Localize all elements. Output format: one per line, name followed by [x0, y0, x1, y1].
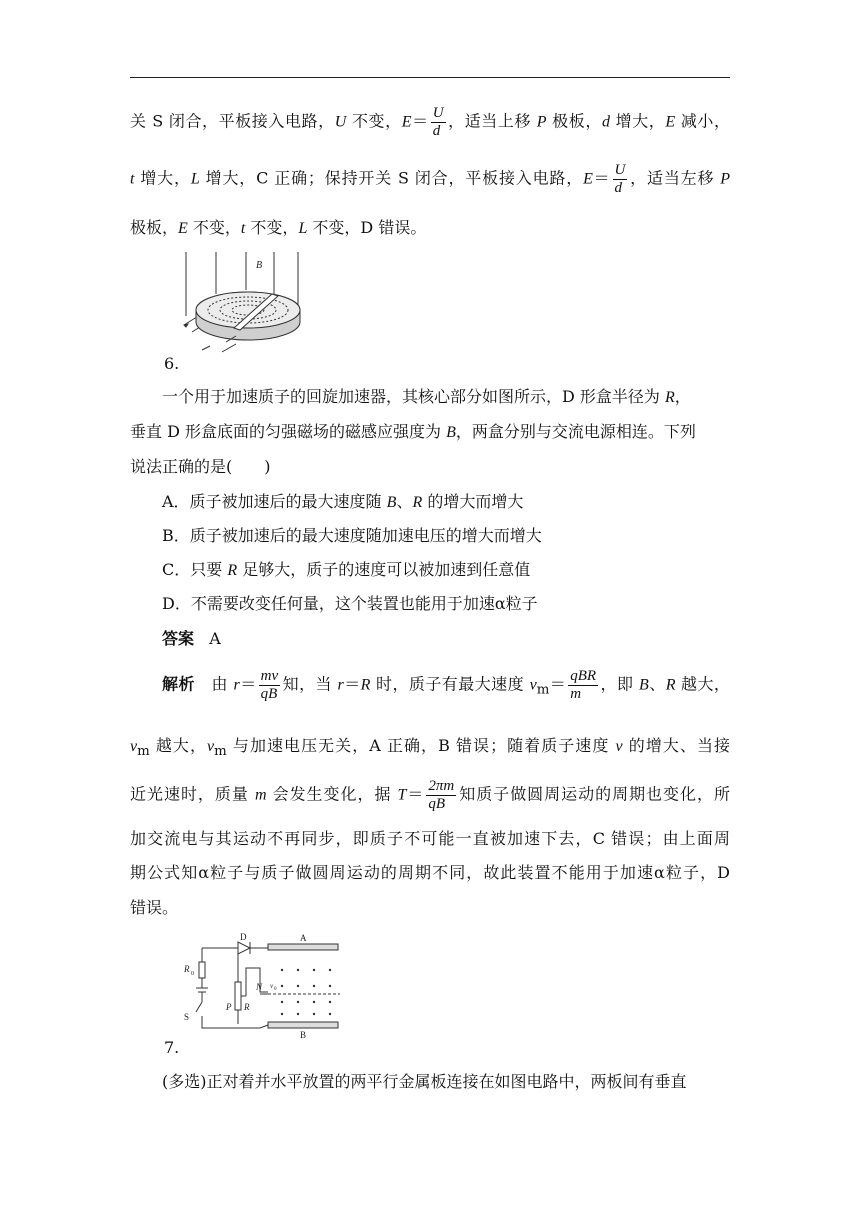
q6-analysis-line-2: $v_m$ 越大，$v_m$ 与加速电压无关，A 正确，B 错误；随着质子速度 v 的增大、当接 — [130, 736, 730, 760]
fraction-2pim-over-qb: $\frac{2\pi m}{qB}$ — [428, 778, 455, 812]
label-r0: R — [184, 964, 190, 974]
label-s: S — [184, 1012, 190, 1022]
header-rule — [130, 77, 730, 78]
question-7-number: 7. — [164, 1038, 180, 1057]
fraction-mv-over-qb: $\frac{mv}{qB}$ — [260, 668, 279, 702]
label-p: P — [226, 1002, 232, 1012]
fraction-u-over-d-2: $\frac{U}{d}$ — [614, 162, 626, 196]
q6-analysis-line-5: 期公式知α粒子与质子做圆周运动的周期不同，故此装置不能用于加速α粒子，D — [130, 863, 730, 882]
prev-explanation-line-1: 关 S 闭合，平板接入电路，U 不变，E＝ $\frac{U}{d}$ ，适当上移 P 极板，d 增大，E 减小， — [130, 105, 730, 139]
q6-option-a: A．质子被加速后的最大速度随 B、R 的增大而增大 — [162, 492, 524, 511]
q6-analysis-line-3: 近光速时，质量 m 会发生变化，据 T＝ $\frac{2\pi m}{qB}$ 知质子做圆周运动的周期也变化，所 — [130, 778, 730, 812]
label-d: D — [240, 932, 247, 942]
prev-explanation-line-2: t 增大，L 增大，C 正确；保持开关 S 闭合，平板接入电路，E＝ $\frac{U}{d}$ ，适当左移 P — [130, 162, 730, 196]
q6-stem-line-2: 垂直 D 形盒底面的匀强磁场的磁感应强度为 B，两盒分别与交流电源相连。下列 — [130, 422, 696, 441]
q6-answer: 答案 A — [162, 629, 221, 648]
circuit-figure — [180, 932, 350, 1040]
label-n: N — [256, 982, 263, 992]
q7-stem-line-1: (多选)正对着并水平放置的两平行金属板连接在如图电路中，两板间有垂直 — [162, 1072, 687, 1091]
label-r0-sub: 0 — [191, 971, 194, 977]
q6-stem-line-3: 说法正确的是( ) — [130, 457, 271, 476]
q6-option-c: C．只要 R 足够大，质子的速度可以被加速到任意值 — [162, 560, 531, 579]
label-a: A — [300, 933, 307, 943]
label-v0: v — [270, 982, 274, 990]
q6-stem-line-1: 一个用于加速质子的回旋加速器，其核心部分如图所示，D 形盒半径为 R， — [162, 387, 691, 406]
q6-option-d: D．不需要改变任何量，这个装置也能用于加速α粒子 — [162, 594, 538, 613]
label-b: B — [300, 1030, 307, 1040]
prev-explanation-line-3: 极板，E 不变，t 不变，L 不变，D 错误。 — [130, 218, 427, 237]
label-v0-sub: 0 — [274, 987, 277, 992]
figure-label-b: B — [256, 260, 263, 271]
q6-option-b: B．质子被加速后的最大速度随加速电压的增大而增大 — [162, 526, 542, 545]
q6-analysis-line-6: 错误。 — [130, 898, 179, 917]
q6-analysis-line-1: 解析 由 r＝ $\frac{mv}{qB}$ 知，当 r＝R 时，质子有最大速度 $v_m=$ $\frac{\text{qBR}}{m}$ ，即 B、R 越大， — [162, 668, 730, 702]
question-6-number: 6. — [164, 354, 180, 373]
fraction-qbr-over-m: $\frac{\text{qBR}}{m}$ — [570, 668, 597, 702]
q6-analysis-line-4: 加交流电与其运动不再同步，即质子不可能一直被加速下去，C 错误；由上面周 — [130, 829, 730, 848]
fraction-u-over-d: $\frac{U}{d}$ — [432, 105, 444, 139]
label-r: R — [244, 1002, 250, 1012]
cyclotron-figure — [172, 250, 322, 365]
